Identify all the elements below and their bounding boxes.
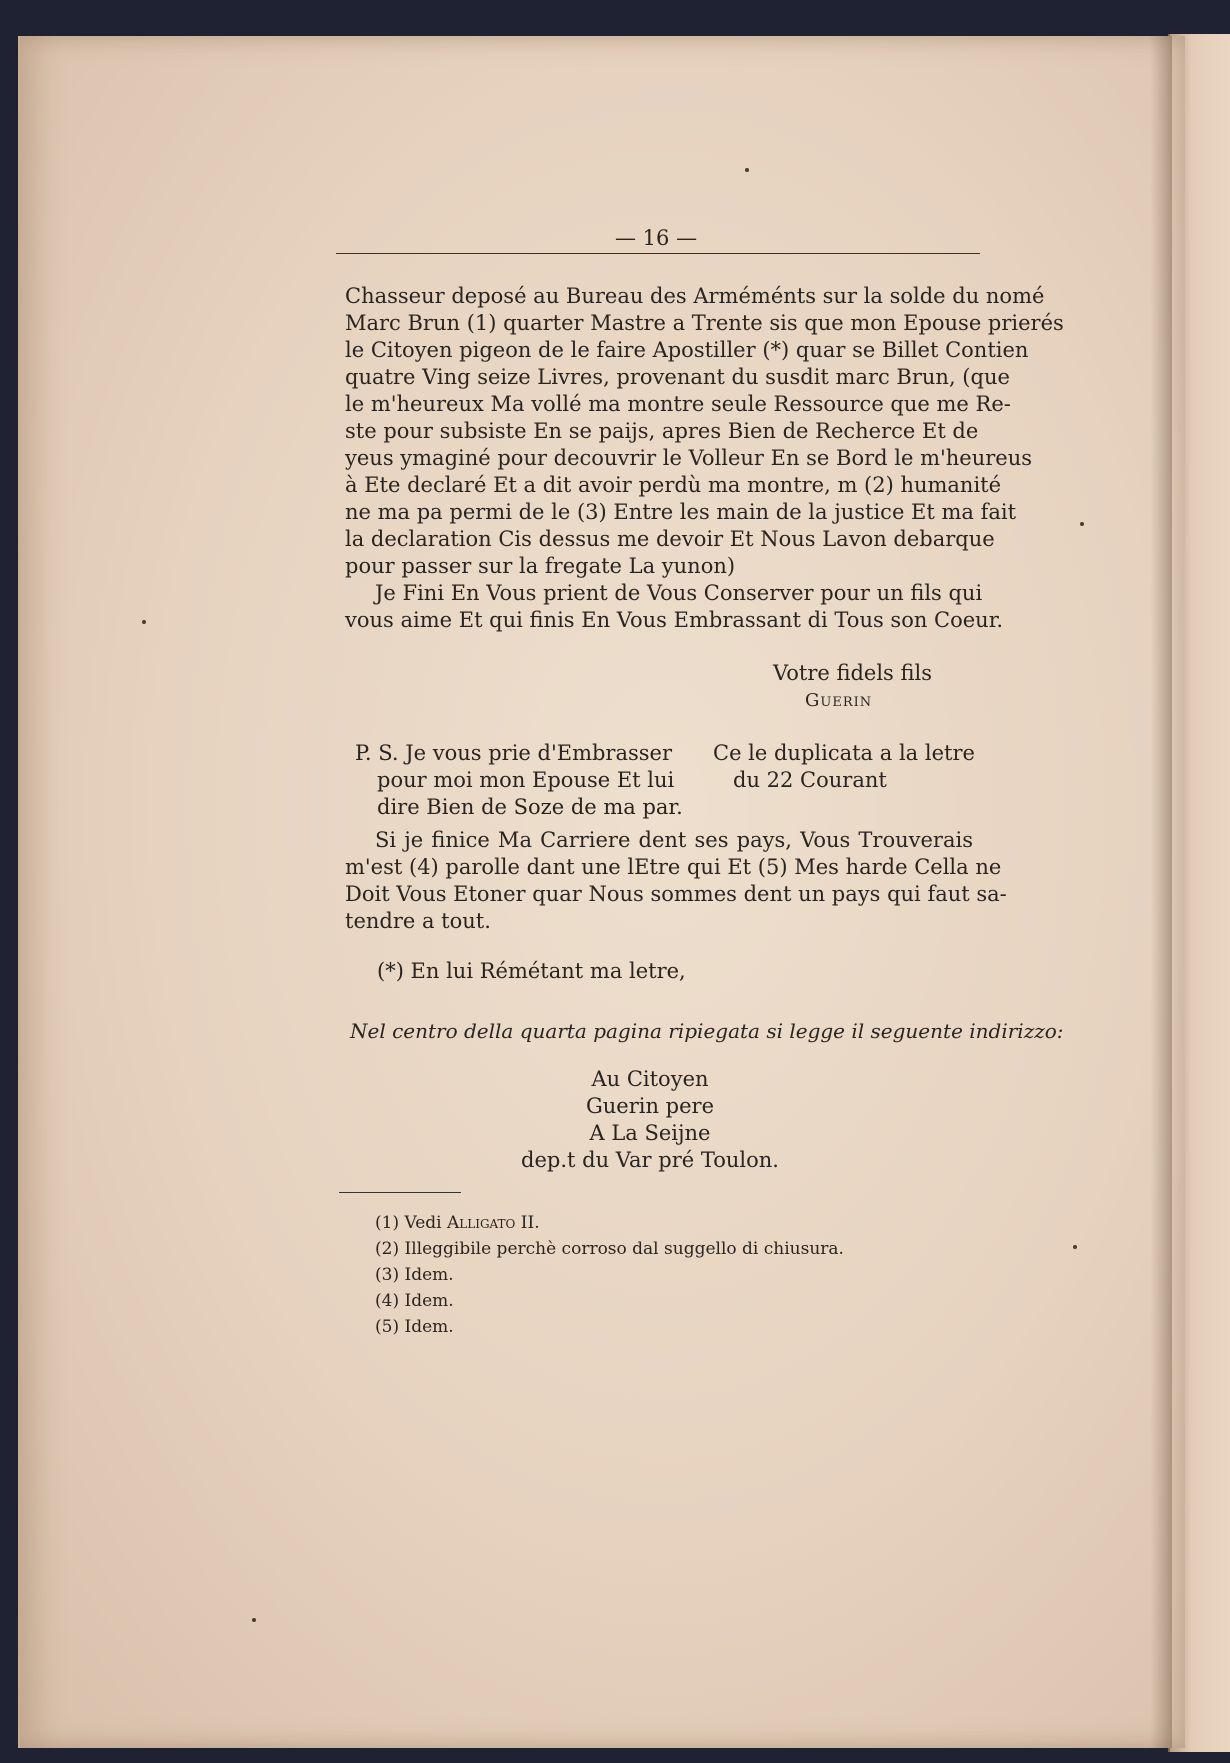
text-line: Si je finice Ma Carriere dent ses pays, Vous Trouverais (375, 828, 973, 852)
postscript-left (355, 740, 685, 821)
paper-speck (252, 1618, 256, 1622)
text-line: Chasseur deposé au Bureau des Arméménts sur la solde du nomé (345, 284, 1045, 308)
postscript-right (713, 740, 983, 794)
footnote-4: (4) Idem. (375, 1291, 454, 1311)
text-line: le Citoyen pigeon de le faire Apostiller (*) quar se Billet Contien (345, 338, 1029, 362)
paper-speck (745, 168, 749, 172)
address-line: Guerin pere (585, 1094, 715, 1118)
footnotes (375, 1210, 844, 1340)
text-line: Marc Brun (1) quarter Mastre a Trente sis que mon Epouse prierés (345, 311, 1064, 335)
text-line: Je Fini En Vous prient de Vous Conserver pour un fils qui (375, 581, 983, 605)
gutter-shadow (1150, 36, 1172, 1748)
text-line: Doit Vous Etoner quar Nous sommes dent un pays qui faut sa- (345, 882, 1007, 906)
text-line: du 22 Courant (733, 768, 887, 792)
text-line: yeus ymaginé pour decouvrir le Volleur En se Bord le m'heureus (345, 446, 1033, 470)
text-line: P. S. Je vous prie d'Embrasser (355, 741, 672, 765)
text-line: dire Bien de Soze de ma par. (377, 795, 683, 819)
editorial-note: Nel centro della quarta pagina ripiegata si legge il seguente indirizzo: (350, 1019, 1064, 1043)
text-line: à Ete declaré Et a dit avoir perdù ma montre, m (2) humanité (345, 473, 1002, 497)
text-line: vous aime Et qui finis En Vous Embrassant di Tous son Coeur. (345, 608, 1004, 632)
text-line: ste pour subsiste En se paijs, apres Bien de Recherce Et de (345, 419, 979, 443)
text-line: pour passer sur la fregate La yunon) (345, 554, 736, 578)
text-line: quatre Ving seize Livres, provenant du susdit marc Brun, (que (345, 365, 1010, 389)
address-line: A La Seijne (589, 1121, 711, 1145)
text-line: m'est (4) parolle dant une lEtre qui Et (5) Mes harde Cella ne (345, 855, 1002, 879)
text-line: le m'heureux Ma vollé ma montre seule Ressource que me Re- (345, 392, 1011, 416)
address-line: Au Citoyen (591, 1067, 709, 1091)
letter-closing-paragraph (345, 827, 1007, 935)
footnote-1 (375, 1210, 844, 1236)
star-note: (*) En lui Rémétant ma letre, (377, 959, 686, 983)
address-line: dep.t du Var pré Toulon. (521, 1148, 779, 1172)
header-rule (336, 253, 980, 254)
footnote-3: (3) Idem. (375, 1265, 454, 1285)
footnote-5: (5) Idem. (375, 1317, 454, 1337)
letter-body (345, 283, 1064, 634)
footnote-2: (2) Illeggibile perchè corroso dal suggello di chiusura. (375, 1239, 844, 1259)
paper-speck (1073, 1245, 1077, 1249)
text-line: Ce le duplicata a la letre (713, 741, 975, 765)
paper-speck (142, 620, 146, 624)
text-line: la declaration Cis dessus me devoir Et Nous Lavon debarque (345, 527, 995, 551)
signature-name: Guerin (805, 690, 873, 711)
address-block (500, 1066, 800, 1174)
footnote-1-ref: Alligato II. (447, 1213, 540, 1233)
footnote-rule (339, 1192, 461, 1193)
paper-speck (1080, 522, 1084, 526)
text-line: tendre a tout. (345, 909, 491, 933)
page-number: — 16 — (615, 226, 698, 250)
text-line: pour moi mon Epouse Et lui (377, 768, 675, 792)
footnote-1-prefix: (1) Vedi (375, 1213, 442, 1233)
signature-closing: Votre fidels fils (773, 661, 933, 685)
text-line: ne ma pa permi de le (3) Entre les main de la justice Et ma fait (345, 500, 1017, 524)
